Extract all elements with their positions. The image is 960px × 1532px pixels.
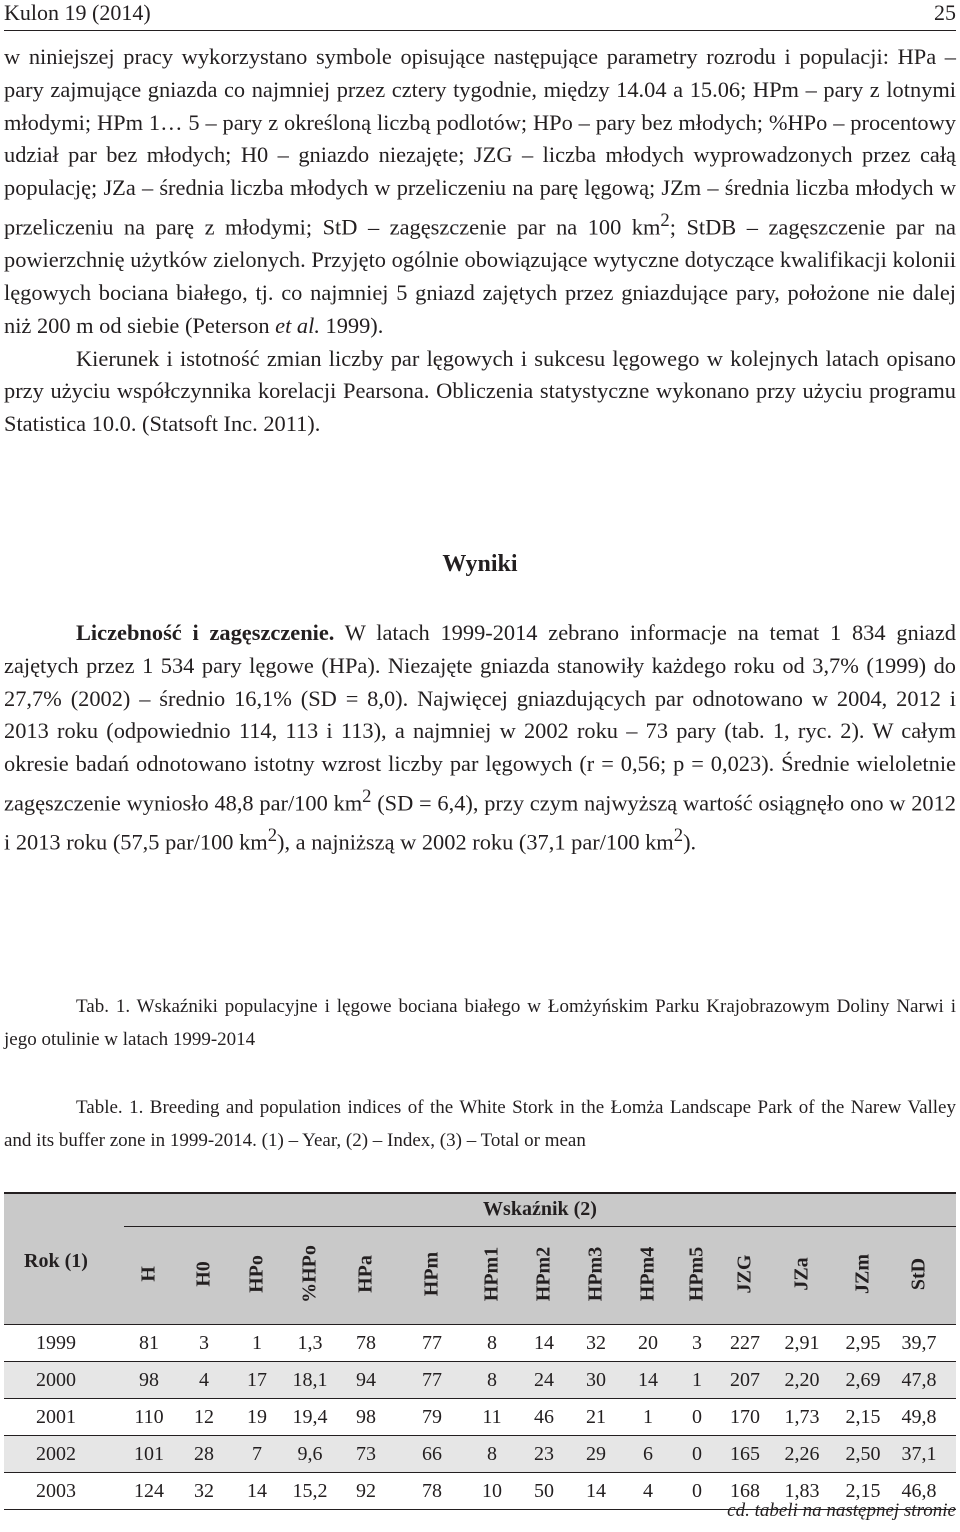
value-cell: 8: [487, 1332, 497, 1354]
column-header: %HPo: [298, 1245, 321, 1303]
value-cell: 94: [356, 1369, 376, 1391]
row-header: Rok (1): [24, 1250, 88, 1272]
value-cell: 23: [534, 1443, 554, 1465]
value-cell: 32: [586, 1332, 606, 1354]
value-cell: 3: [692, 1332, 702, 1354]
value-cell: 227: [730, 1332, 760, 1354]
value-cell: 2,95: [845, 1332, 881, 1354]
value-cell: 6: [643, 1443, 653, 1465]
value-cell: 12: [194, 1406, 214, 1428]
value-cell: 30: [586, 1369, 606, 1391]
column-header: JZm: [851, 1254, 874, 1294]
year-cell: 2001: [36, 1406, 76, 1428]
value-cell: 2,26: [784, 1443, 820, 1465]
value-cell: 77: [422, 1369, 442, 1391]
value-cell: 2,91: [784, 1332, 820, 1354]
running-head: [4, 0, 956, 31]
value-cell: 11: [482, 1406, 502, 1428]
value-cell: 46: [534, 1406, 554, 1428]
value-cell: 20: [638, 1332, 658, 1354]
table-row: [4, 1325, 956, 1361]
value-cell: 19,4: [292, 1406, 328, 1428]
value-cell: 73: [356, 1443, 376, 1465]
value-cell: 1,3: [297, 1332, 323, 1354]
value-cell: 10: [482, 1480, 502, 1502]
value-cell: 4: [643, 1480, 653, 1502]
methods-text: [4, 41, 956, 441]
value-cell: 17: [247, 1369, 267, 1391]
value-cell: 2,69: [845, 1369, 881, 1391]
paragraph-results: Liczebność i zagęszczenie. W latach 1999-2014 zebrano informacje na temat 1 834 gniazd zajętych przez 1 534 pary lęgowe (HPa). Niezajęte gniazda stanowiły każdego roku od 3,7% (1999) do 27,7% (2002) – średnio 16,1% (SD = 8,0). Najwięcej gniazdujących par odnotowano w 2004, 2012 i 2013 roku (odpowiednio 114, 113 i 113), a najmniej w 2002 roku – 73 pary (tab. 1, ryc. 2). W całym okresie badań odnotowano istotny wzrost liczby par lęgowych (r = 0,56; p = 0,023). Średnie wieloletnie zagęszczenie wyniosło 48,8 par/100 $km^2$ (SD = 6,4), przy czym najwyższą wartość osiągnęło ono w 2012 i 2013 roku (57,5 par/100 $km^2$), a najniższą w 2002 roku (37,1 par/100 $km^2$).: [4, 620, 956, 855]
value-cell: 0: [692, 1406, 702, 1428]
value-cell: 170: [730, 1406, 760, 1428]
page-number: 25: [934, 0, 956, 25]
value-cell: 37,1: [901, 1443, 937, 1465]
value-cell: 19: [247, 1406, 267, 1428]
paragraph-symbols: w niniejszej pracy wykorzystano symbole opisujące następujące parametry rozrodu i populacji: HPa – pary zajmujące gniazda co najmniej przez cztery tygodnie, między 14.04 a 15.06; HPm – pary z lotnymi młodymi; HPm 1… 5 – pary z określoną liczbą podlotów; HPo – pary bez młodych; %HPo – procentowy udział par bez młodych; H0 – gniazdo niezajęte; JZG – liczba młodych wyprowadzonych przez całą populację; JZa – średnia liczba młodych w przeliczeniu na parę lęgową; JZm – średnia liczba młodych w przeliczeniu na parę z młodymi; StD – zagęszczenie par na 100 $km^2$; StDB – zagęszczenie par na powierzchnię użytków zielonych. Przyjęto ogólnie obowiązujące wytyczne dotyczące kwalifikacji kolonii lęgowych bociana białego, tj. co najmniej 5 gniazd zajętych przez gniazdujące pary, położone nie dalej niż 200 m od siebie (Peterson et al. 1999).: [4, 44, 956, 338]
value-cell: 14: [534, 1332, 554, 1354]
value-cell: 2,15: [845, 1406, 881, 1428]
group-header: Wskaźnik (2): [483, 1198, 597, 1220]
value-cell: 92: [356, 1480, 376, 1502]
table-caption-polish: Tab. 1. Wskaźniki populacyjne i lęgowe bociana białego w Łomżyńskim Parku Krajobrazowym Doliny Narwi i jego otulinie w latach 1999-2014: [4, 996, 956, 1050]
column-header: StD: [907, 1257, 930, 1291]
value-cell: 29: [586, 1443, 606, 1465]
value-cell: 14: [586, 1480, 606, 1502]
value-cell: 1,73: [784, 1406, 820, 1428]
value-cell: 1: [643, 1406, 653, 1428]
value-cell: 14: [247, 1480, 267, 1502]
column-header: H0: [192, 1261, 215, 1287]
value-cell: 77: [422, 1332, 442, 1354]
value-cell: 32: [194, 1480, 214, 1502]
column-header: HPm3: [584, 1246, 607, 1302]
value-cell: 0: [692, 1443, 702, 1465]
column-header: HPm: [420, 1251, 443, 1297]
value-cell: 1: [252, 1332, 262, 1354]
value-cell: 8: [487, 1443, 497, 1465]
value-cell: 49,8: [901, 1406, 937, 1428]
value-cell: 1,83: [784, 1480, 820, 1502]
column-header: JZG: [733, 1254, 756, 1294]
value-cell: 24: [534, 1369, 554, 1391]
column-header: HPm5: [685, 1246, 708, 1302]
year-cell: 2003: [36, 1480, 76, 1502]
column-header: HPa: [354, 1255, 377, 1293]
value-cell: 78: [356, 1332, 376, 1354]
table-caption-english: Table. 1. Breeding and population indices of the White Stork in the Łomża Landscape Park of the Narew Valley and its buffer zone in 1999-2014. (1) – Year, (2) – Index, (3) – Total or mean: [4, 1097, 956, 1151]
value-cell: 78: [422, 1480, 442, 1502]
value-cell: 3: [199, 1332, 209, 1354]
column-header: HPm1: [480, 1246, 503, 1302]
table-row: [4, 1399, 956, 1435]
value-cell: 207: [730, 1369, 760, 1391]
section-heading: Wyniki: [442, 551, 518, 577]
value-cell: 47,8: [901, 1369, 937, 1391]
value-cell: 4: [199, 1369, 209, 1391]
value-cell: 98: [356, 1406, 376, 1428]
column-header: HPm2: [532, 1246, 555, 1302]
value-cell: 124: [134, 1480, 164, 1502]
column-header: JZa: [790, 1257, 813, 1291]
value-cell: 110: [134, 1406, 164, 1428]
value-cell: 46,8: [901, 1480, 937, 1502]
value-cell: 165: [730, 1443, 760, 1465]
value-cell: 98: [139, 1369, 159, 1391]
value-cell: 81: [139, 1332, 159, 1354]
results-text: [4, 617, 956, 860]
value-cell: 101: [134, 1443, 164, 1465]
year-cell: 2000: [36, 1369, 76, 1391]
paragraph-statistics: Kierunek i istotność zmian liczby par lęgowych i sukcesu lęgowego w kolejnych latach opisano przy użyciu współczynnika korelacji Pearsona. Obliczenia statystyczne wykonano przy użyciu programu Statistica 10.0. (Statsoft Inc. 2011).: [4, 345, 956, 437]
column-header: H: [137, 1266, 160, 1282]
table-row: [4, 1362, 956, 1398]
value-cell: 15,2: [292, 1480, 328, 1502]
value-cell: 39,7: [901, 1332, 937, 1354]
journal-issue: Kulon 19 (2014): [4, 0, 151, 25]
value-cell: 0: [692, 1480, 702, 1502]
value-cell: 8: [487, 1369, 497, 1391]
value-cell: 66: [422, 1443, 442, 1465]
value-cell: 79: [422, 1406, 442, 1428]
value-cell: 21: [586, 1406, 606, 1428]
value-cell: 168: [730, 1480, 760, 1502]
column-header: HPm4: [636, 1246, 659, 1302]
value-cell: 2,50: [845, 1443, 881, 1465]
value-cell: 14: [638, 1369, 658, 1391]
table-row: [4, 1436, 956, 1472]
value-cell: 1: [692, 1369, 702, 1391]
value-cell: 7: [252, 1443, 262, 1465]
value-cell: 28: [194, 1443, 214, 1465]
value-cell: 2,20: [784, 1369, 820, 1391]
year-cell: 1999: [36, 1332, 76, 1354]
value-cell: 2,15: [845, 1480, 881, 1502]
continuation-note: cd. tabeli na następnej stronie: [727, 1500, 956, 1521]
value-cell: 50: [534, 1480, 554, 1502]
value-cell: 18,1: [292, 1369, 328, 1391]
year-cell: 2002: [36, 1443, 76, 1465]
group-header-rule: [124, 1226, 956, 1227]
value-cell: 9,6: [297, 1443, 323, 1465]
column-header: HPo: [245, 1255, 268, 1293]
